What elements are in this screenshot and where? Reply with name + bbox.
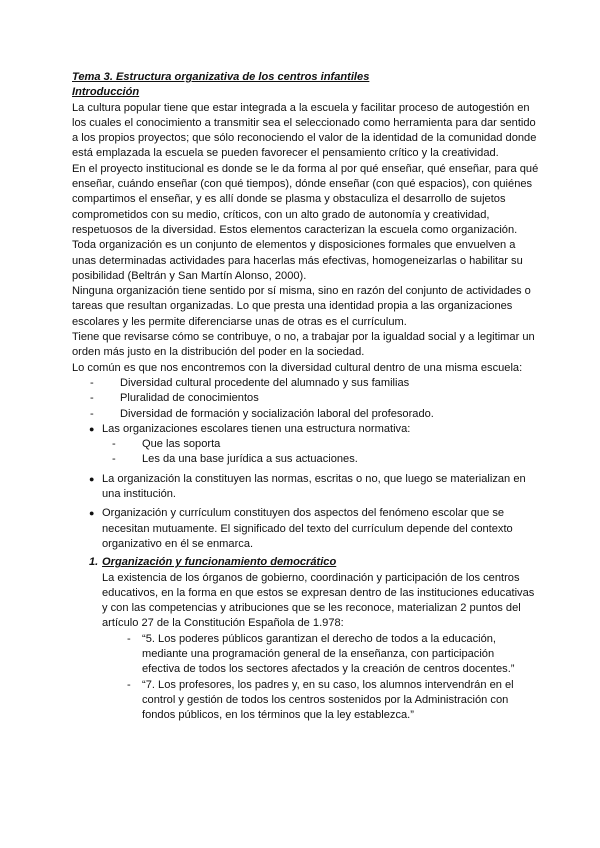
bullet-text: Organización y currículum constituyen dos aspectos del fenómeno escolar que se necesitan mutuamente. El significado del texto del currículum depende del contexto organizativo en él se enmarca.	[102, 507, 513, 550]
paragraph: En el proyecto institucional es donde se le da forma al por qué enseñar, qué enseñar, para qué enseñar, cuándo enseñar (con qué tiempos), dónde enseñar (con qué espacios), con quiénes compartimos el enseñar, y es allí donde se plasma y obstaculiza el desarrollo de sujetos comprometidos con su medio, críticos, con un alto grado de autonomía y creatividad, respetuosos de la diversidad. Estos elementos caracterizan la escuela como organización.	[72, 162, 539, 236]
diversity-list	[72, 376, 540, 422]
section-1	[72, 555, 540, 570]
paragraph: Lo común es que nos encontremos con la diversidad cultural dentro de una misma escuela:	[72, 361, 523, 374]
list-item: - Pluralidad de conocimientos	[72, 391, 540, 406]
section-body	[72, 571, 540, 632]
constitution-quotes	[72, 632, 540, 724]
bullet-icon: ●	[89, 508, 95, 519]
paragraph: Tiene que revisarse cómo se contribuye, o no, a trabajar por la igualdad social y a legitimar un orden más justo en la distribución del poder en la sociedad.	[72, 331, 535, 359]
paragraph: La cultura popular tiene que estar integrada a la escuela y facilitar proceso de autogestión en los cuales el conocimiento a transmitir sea el seleccionado como herramienta para dar sentido a los propios proyectos; que sólo reconociendo el valor de la identidad de la comunidad donde está emplazada la escuela se pueden favorecer el pensamiento crítico y la creatividad.	[72, 101, 537, 160]
section-number: 1.	[89, 556, 99, 569]
section-paragraph: La existencia de los órganos de gobierno, coordinación y participación de los centros educativos, en la forma en que estos se expresan dentro de las instituciones educativas y con las competencias y atribuciones que se les reconoce, materializan 2 puntos del artículo 27 de la Constitución Española de 1.978:	[102, 571, 535, 630]
paragraph: Ninguna organización tiene sentido por sí misma, sino en razón del conjunto de actividades o tareas que resultan organizadas. Lo que presta una identidad propia a las organizaciones escolares y les permite diferenciarse unas de otras es el currículum.	[72, 285, 531, 328]
sub-list	[72, 437, 540, 468]
bullet-text: Las organizaciones escolares tienen una estructura normativa:	[102, 422, 411, 435]
list-item: - Diversidad cultural procedente del alumnado y sus familias	[72, 376, 540, 391]
bullet-list	[72, 422, 540, 552]
paragraph: Toda organización es un conjunto de elementos y disposiciones formales que envuelven a unas determinadas actividades para hacerlas más efectivas, homogeneizarlas o habilitar su posibilidad (Beltrán y San Martín Alonso, 2000).	[72, 239, 523, 282]
section-title: Organización y funcionamiento democrático	[102, 556, 337, 569]
document-title: Tema 3. Estructura organizativa de los centros infantiles	[72, 71, 370, 83]
sub-list-item: - Les da una base jurídica a sus actuaciones.	[72, 452, 540, 467]
quote-item: - “5. Los poderes públicos garantizan el derecho de todos a la educación, mediante una programación general de la enseñanza, con participación efectiva de todos los sectores afectados y la creación de centros docentes.”	[72, 632, 540, 678]
list-item: - Diversidad de formación y socialización laboral del profesorado.	[72, 407, 540, 422]
bullet-text: La organización la constituyen las normas, escritas o no, que luego se materializan en una institución.	[102, 472, 526, 501]
sub-list-item: - Que las soporta	[72, 437, 540, 452]
bullet-icon: ●	[89, 473, 95, 484]
intro-heading: Introducción	[72, 86, 140, 99]
bullet-item	[72, 472, 540, 503]
bullet-icon: ●	[89, 423, 95, 434]
bullet-item	[72, 422, 540, 468]
quote-item: - “7. Los profesores, los padres y, en su caso, los alumnos intervendrán en el control y gestión de todos los centros sostenidos por la Administración con fondos públicos, en los términos que la ley establezca.”	[72, 678, 540, 724]
bullet-item	[72, 506, 540, 552]
